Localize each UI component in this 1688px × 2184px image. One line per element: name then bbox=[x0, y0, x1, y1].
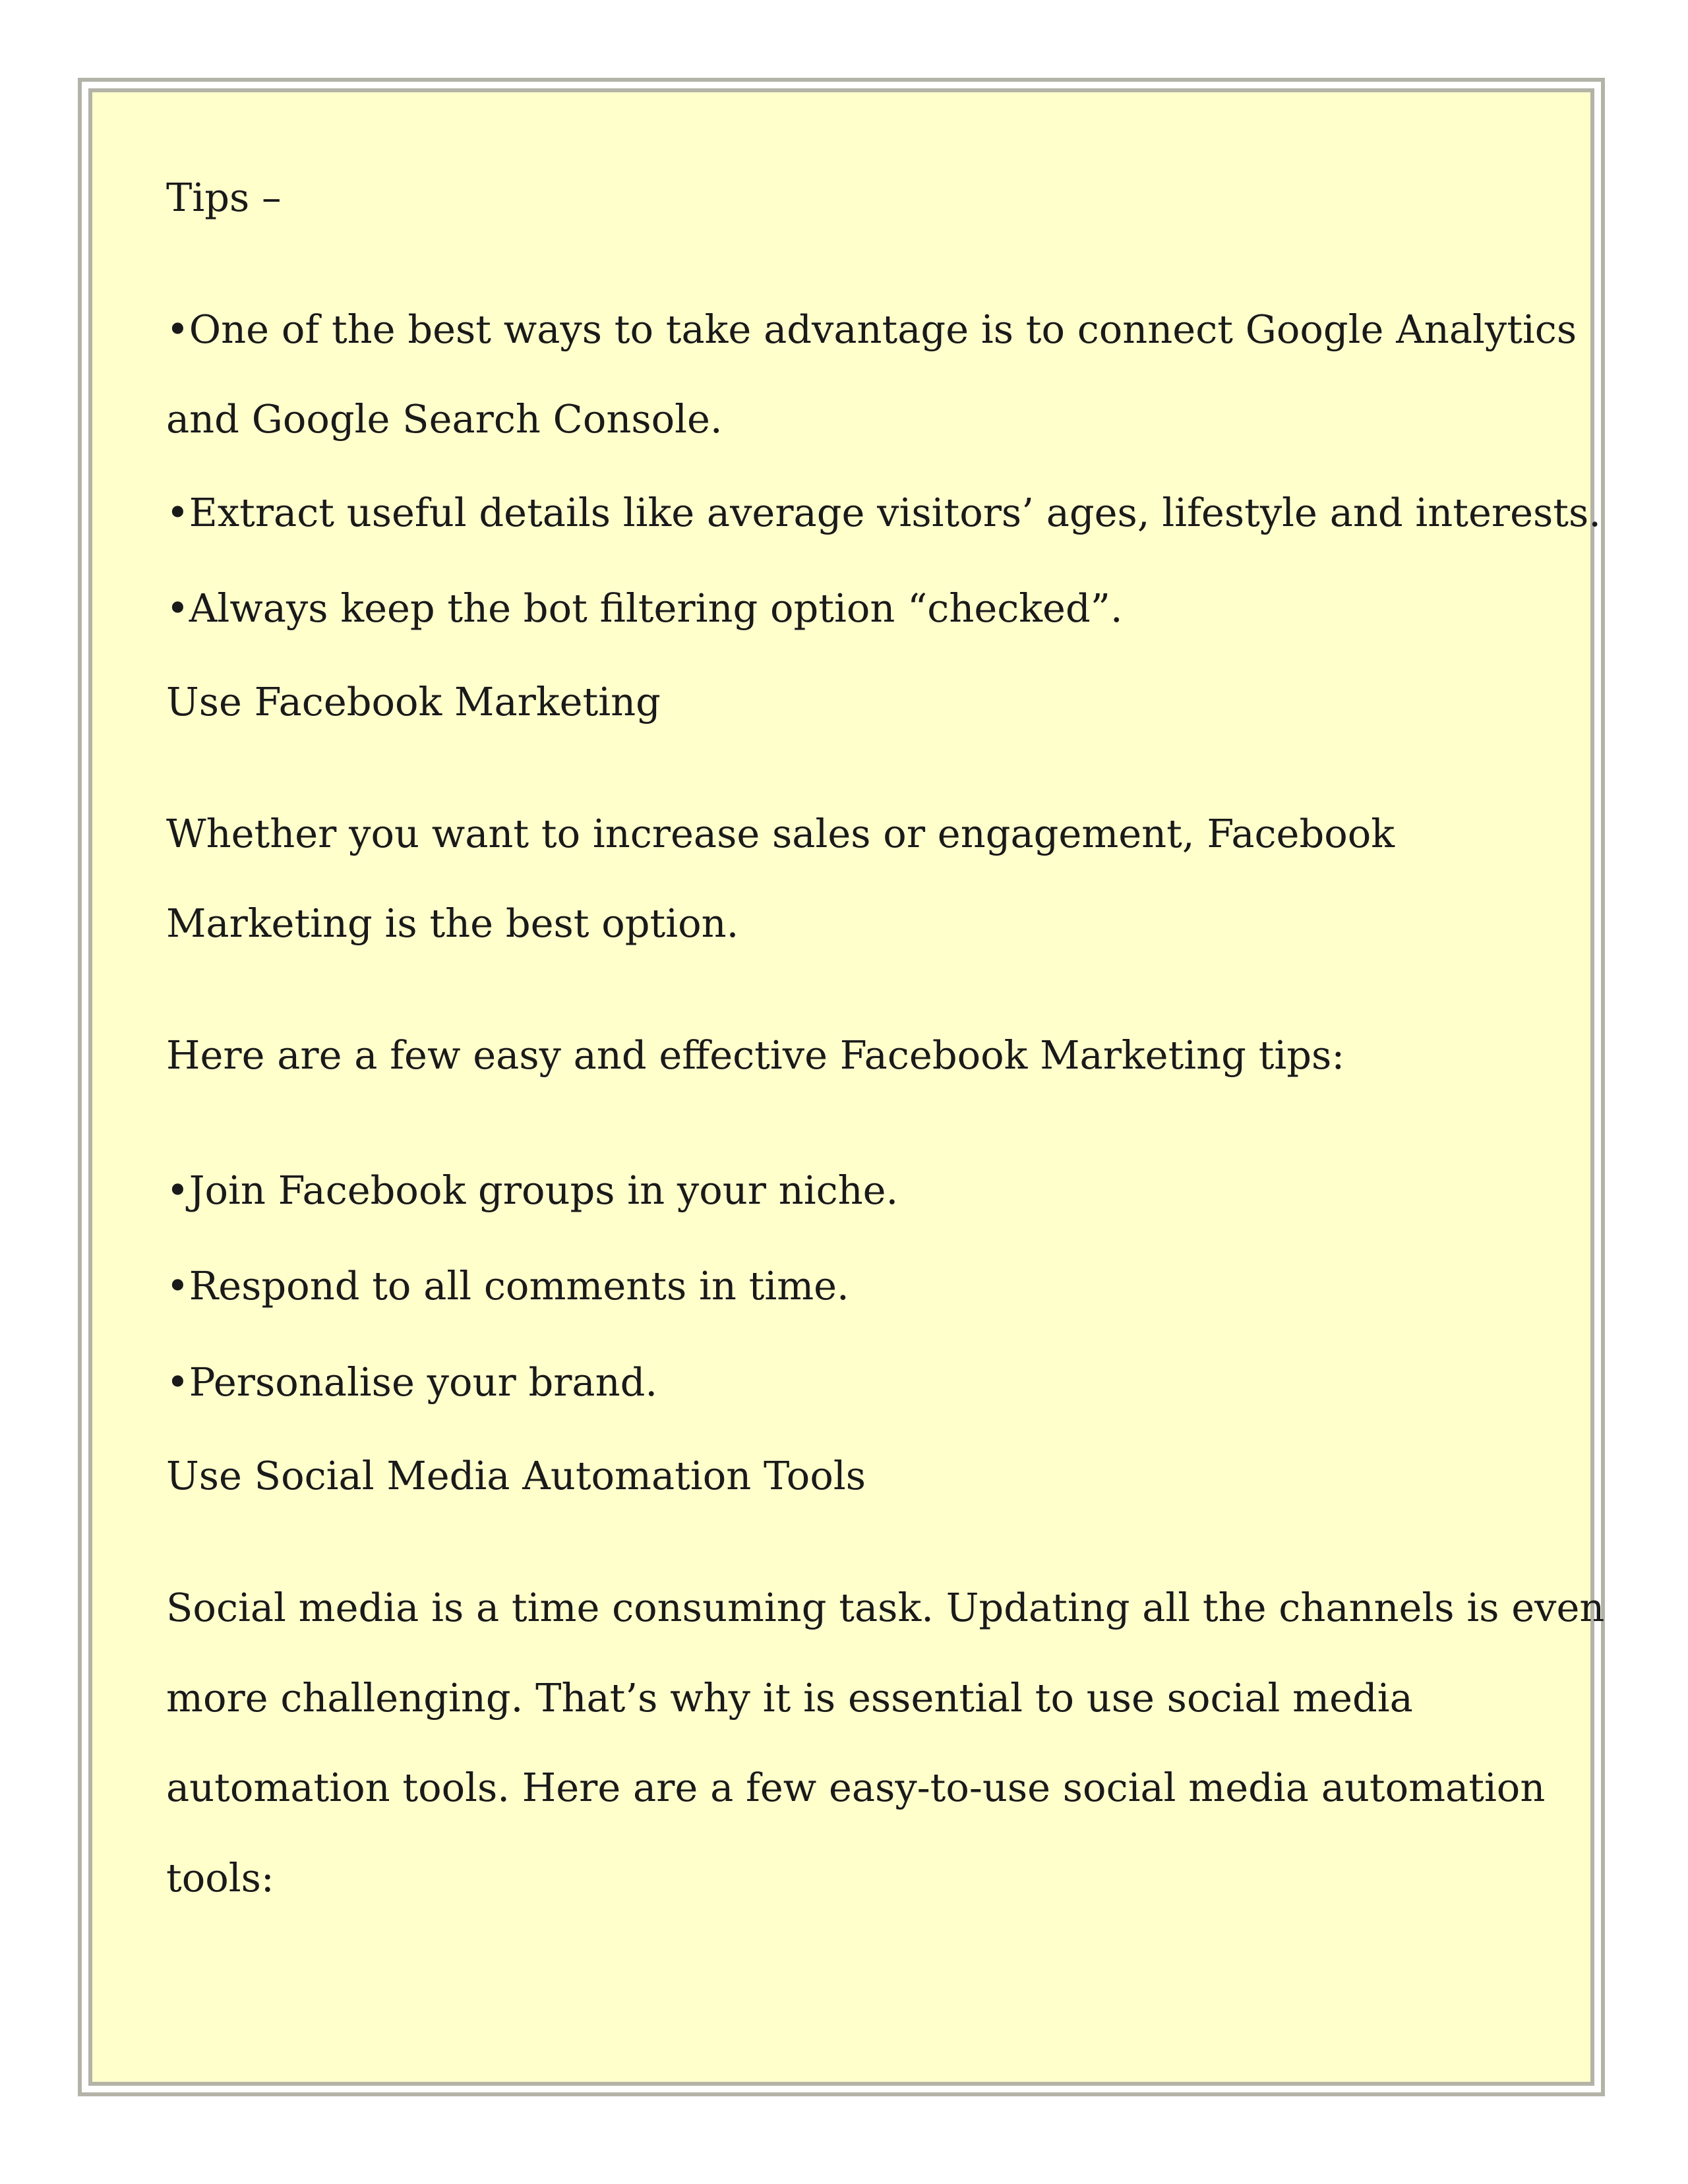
tip-1-line-1: •One of the best ways to take advantage is to connect Google Analytics bbox=[166, 307, 1577, 352]
facebook-tip-3: •Personalise your brand. bbox=[166, 1359, 658, 1405]
automation-paragraph-line-3: automation tools. Here are a few easy-to-use social media automation bbox=[166, 1765, 1546, 1810]
automation-paragraph-line-4: tools: bbox=[166, 1855, 274, 1901]
automation-heading: Use Social Media Automation Tools bbox=[166, 1453, 866, 1498]
tip-1-line-2: and Google Search Console. bbox=[166, 396, 723, 442]
tip-2: •Extract useful details like average visitors’ ages, lifestyle and interests. bbox=[166, 490, 1602, 535]
facebook-paragraph-line-1: Whether you want to increase sales or engagement, Facebook bbox=[166, 811, 1395, 856]
facebook-tip-1: •Join Facebook groups in your niche. bbox=[166, 1167, 899, 1213]
facebook-paragraph-line-2: Marketing is the best option. bbox=[166, 900, 739, 946]
automation-paragraph-line-1: Social media is a time consuming task. Updating all the channels is even bbox=[166, 1585, 1605, 1630]
facebook-tips-intro: Here are a few easy and effective Facebook Marketing tips: bbox=[166, 1032, 1345, 1078]
tips-heading: Tips – bbox=[166, 175, 282, 220]
tip-3: •Always keep the bot filtering option “checked”. bbox=[166, 585, 1123, 631]
facebook-heading: Use Facebook Marketing bbox=[166, 679, 661, 724]
automation-paragraph-line-2: more challenging. That’s why it is essential to use social media bbox=[166, 1675, 1413, 1721]
facebook-tip-2: •Respond to all comments in time. bbox=[166, 1263, 849, 1309]
